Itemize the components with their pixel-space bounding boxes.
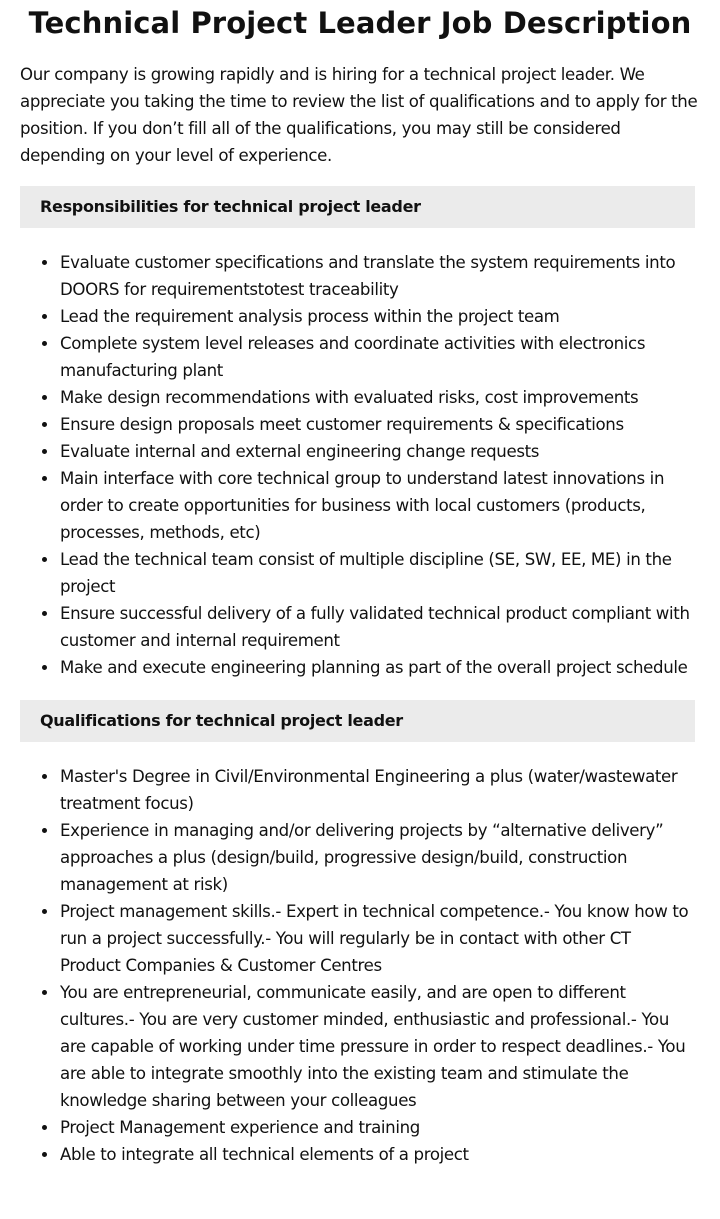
list-item: Project management skills.- Expert in technical competence.- You know how to run a project successfully.- You will regularly be in contact with other CT Product Companies & Customer Centres	[60, 898, 720, 979]
qualifications-heading: Qualifications for technical project leader	[20, 700, 695, 742]
responsibilities-heading: Responsibilities for technical project leader	[20, 186, 695, 228]
list-item: Project Management experience and training	[60, 1114, 720, 1141]
list-item: Evaluate internal and external engineering change requests	[60, 438, 720, 465]
page-title: Technical Project Leader Job Description	[28, 6, 692, 40]
responsibilities-list	[0, 249, 720, 681]
list-item: Master's Degree in Civil/Environmental Engineering a plus (water/wastewater treatment focus)	[60, 763, 720, 817]
intro-paragraph: Our company is growing rapidly and is hiring for a technical project leader. We appreciate you taking the time to review the list of qualifications and to apply for the position. If you don’t fill all of the qualifications, you may still be considered depending on your level of experience.	[20, 65, 698, 165]
qualifications-list	[0, 763, 720, 1168]
list-item: Make and execute engineering planning as part of the overall project schedule	[60, 654, 720, 681]
list-item: Lead the requirement analysis process within the project team	[60, 303, 720, 330]
list-item: Make design recommendations with evaluated risks, cost improvements	[60, 384, 720, 411]
list-item: You are entrepreneurial, communicate easily, and are open to different cultures.- You are very customer minded, enthusiastic and professional.- You are capable of working under time pressure in order to respect deadlines.- You are able to integrate smoothly into the existing team and stimulate the knowledge sharing between your colleagues	[60, 979, 720, 1114]
list-item: Able to integrate all technical elements of a project	[60, 1141, 720, 1168]
list-item: Experience in managing and/or delivering projects by “alternative delivery” approaches a plus (design/build, progressive design/build, construction management at risk)	[60, 817, 720, 898]
list-item: Ensure design proposals meet customer requirements & specifications	[60, 411, 720, 438]
list-item: Complete system level releases and coordinate activities with electronics manufacturing plant	[60, 330, 720, 384]
list-item: Lead the technical team consist of multiple discipline (SE, SW, EE, ME) in the project	[60, 546, 720, 600]
list-item: Main interface with core technical group to understand latest innovations in order to create opportunities for business with local customers (products, processes, methods, etc)	[60, 465, 720, 546]
list-item: Ensure successful delivery of a fully validated technical product compliant with customer and internal requirement	[60, 600, 720, 654]
list-item: Evaluate customer specifications and translate the system requirements into DOORS for requirementstotest traceability	[60, 249, 720, 303]
